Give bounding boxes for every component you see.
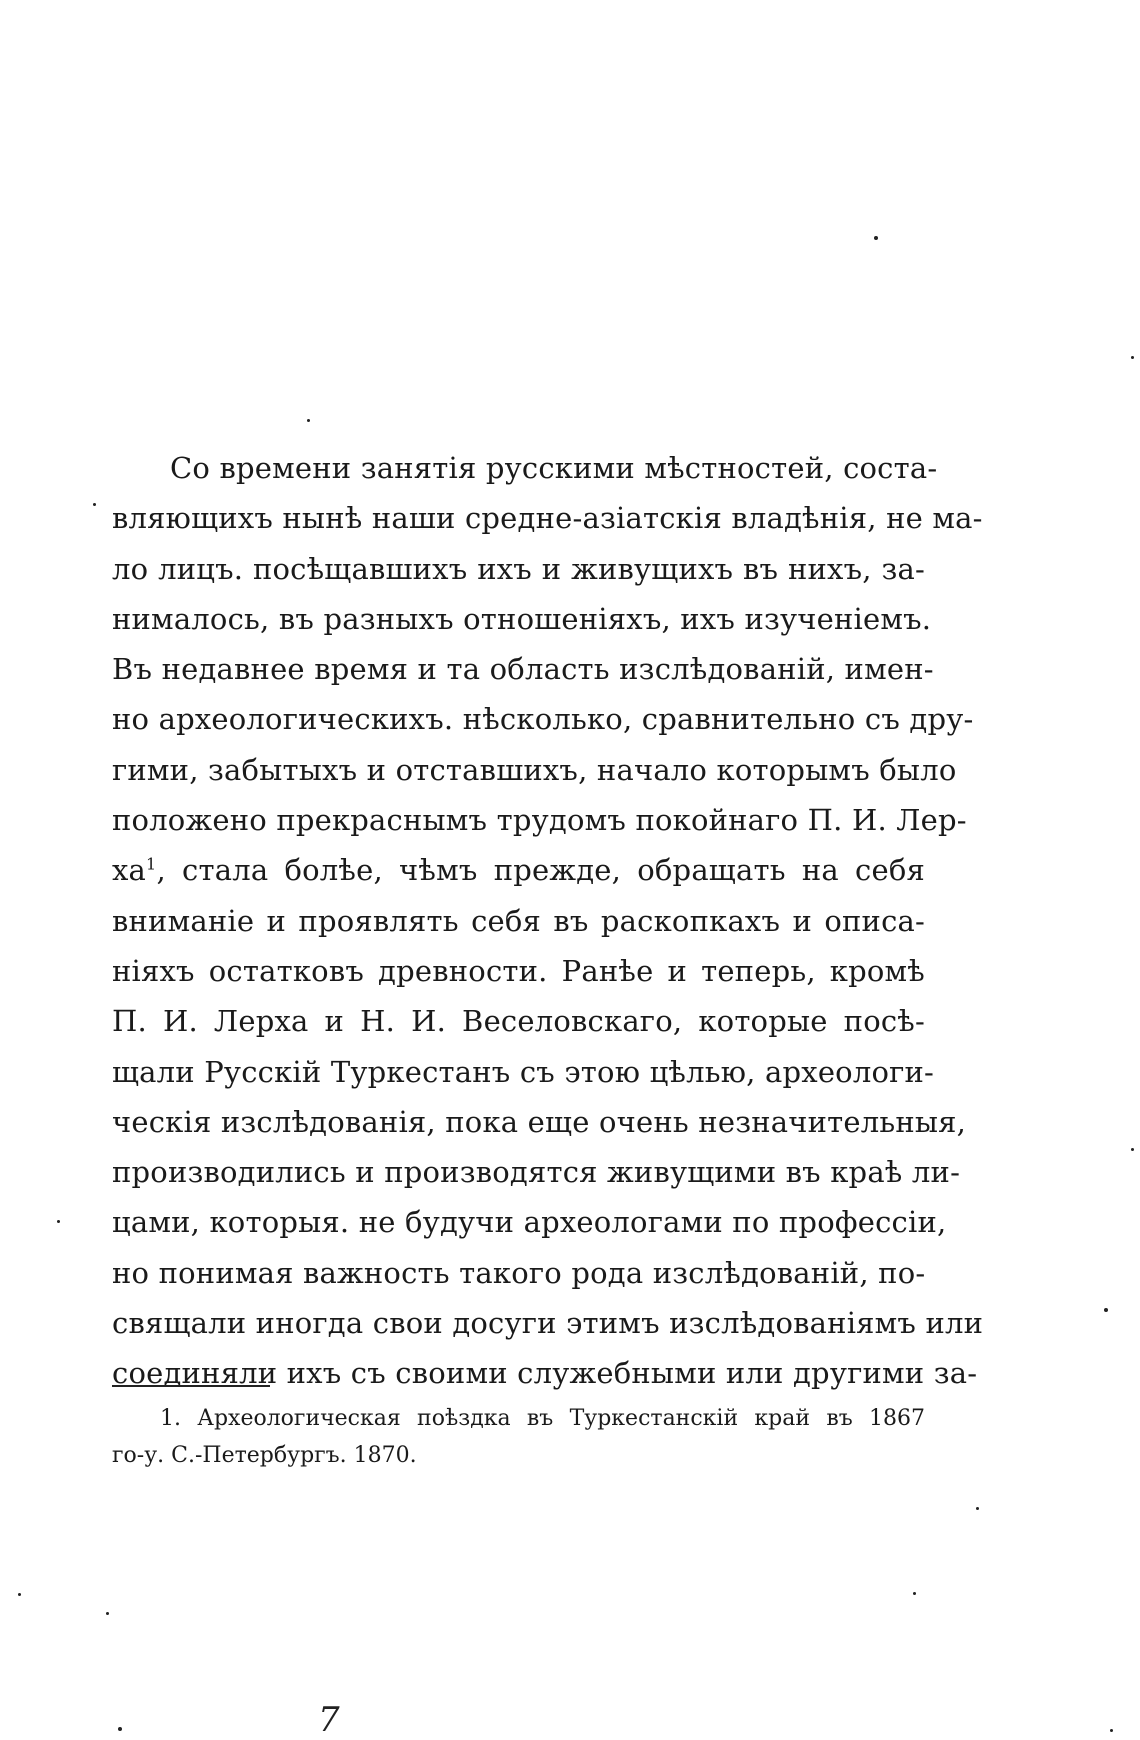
- text-line: щали Русскій Туркестанъ съ этою цѣлью, археологи-: [112, 1054, 935, 1089]
- text-line: П. И. Лерха и Н. И. Веселовскаго, которые посѣ-: [112, 1004, 925, 1039]
- text-line: Со времени занятія русскими мѣстностей, соста-: [170, 451, 938, 485]
- text-line: ло лицъ. посѣщавшихъ ихъ и живущихъ въ нихъ, за-: [112, 551, 925, 586]
- text-line-with-footnote-ref: [112, 845, 925, 895]
- text-line: но понимая важность такого рода изслѣдованій, по-: [112, 1255, 926, 1290]
- text-line: нималось, въ разныхъ отношеніяхъ, ихъ изученіемъ.: [112, 601, 932, 636]
- text-line: производились и производятся живущими въ краѣ ли-: [112, 1155, 961, 1190]
- footnote-line: 1. Археологическая поѣздка въ Туркестанскій край въ 1867: [160, 1406, 925, 1431]
- text-line: свящали иногда свои досуги этимъ изслѣдованіямъ или: [112, 1306, 984, 1341]
- scan-speck: [307, 419, 310, 422]
- main-text-paragraph: [112, 443, 984, 1399]
- scan-speck: [976, 1507, 979, 1510]
- scan-speck: [106, 1612, 109, 1615]
- scan-speck: [913, 1592, 916, 1595]
- text-line: Въ недавнее время и та область изслѣдованій, имен-: [112, 652, 934, 687]
- scan-speck: [57, 1220, 60, 1223]
- text-fragment: ха: [112, 853, 147, 888]
- footnote-separator-rule: [112, 1385, 270, 1387]
- scan-speck: [1104, 1308, 1108, 1312]
- text-line: цами, которыя. не будучи археологами по профессіи,: [112, 1205, 947, 1240]
- footnote-reference: 1: [146, 854, 157, 874]
- stray-handwritten-mark: 7: [318, 1700, 340, 1740]
- text-line: но археологическихъ. нѣсколько, сравнительно съ дру-: [112, 702, 974, 737]
- text-fragment: , стала болѣе, чѣмъ прежде, обращать на себя: [156, 853, 925, 888]
- text-line: положено прекраснымъ трудомъ покойнаго П. И. Лер-: [112, 803, 967, 838]
- scan-speck: [1131, 1148, 1134, 1151]
- scan-speck: [118, 1727, 122, 1731]
- footnote: [112, 1400, 925, 1474]
- footnote-line: го-у. С.-Петербургъ. 1870.: [112, 1443, 417, 1468]
- text-line: ніяхъ остатковъ древности. Ранѣе и теперь, кромѣ: [112, 953, 925, 988]
- scan-speck: [93, 503, 96, 506]
- text-line: вниманіе и проявлять себя въ раскопкахъ и описа-: [112, 903, 925, 938]
- scan-speck: [874, 236, 878, 240]
- scan-speck: [1110, 1729, 1113, 1732]
- text-line: ческія изслѣдованія, пока еще очень незначительныя,: [112, 1104, 967, 1139]
- scan-speck: [1131, 356, 1134, 359]
- scan-speck: [18, 1593, 21, 1596]
- text-line: вляющихъ нынѣ наши средне-азіатскія владѣнія, не ма-: [112, 501, 983, 536]
- text-line: соединяли ихъ съ своими служебными или другими за-: [112, 1356, 978, 1391]
- text-line: гими, забытыхъ и отставшихъ, начало которымъ было: [112, 752, 957, 787]
